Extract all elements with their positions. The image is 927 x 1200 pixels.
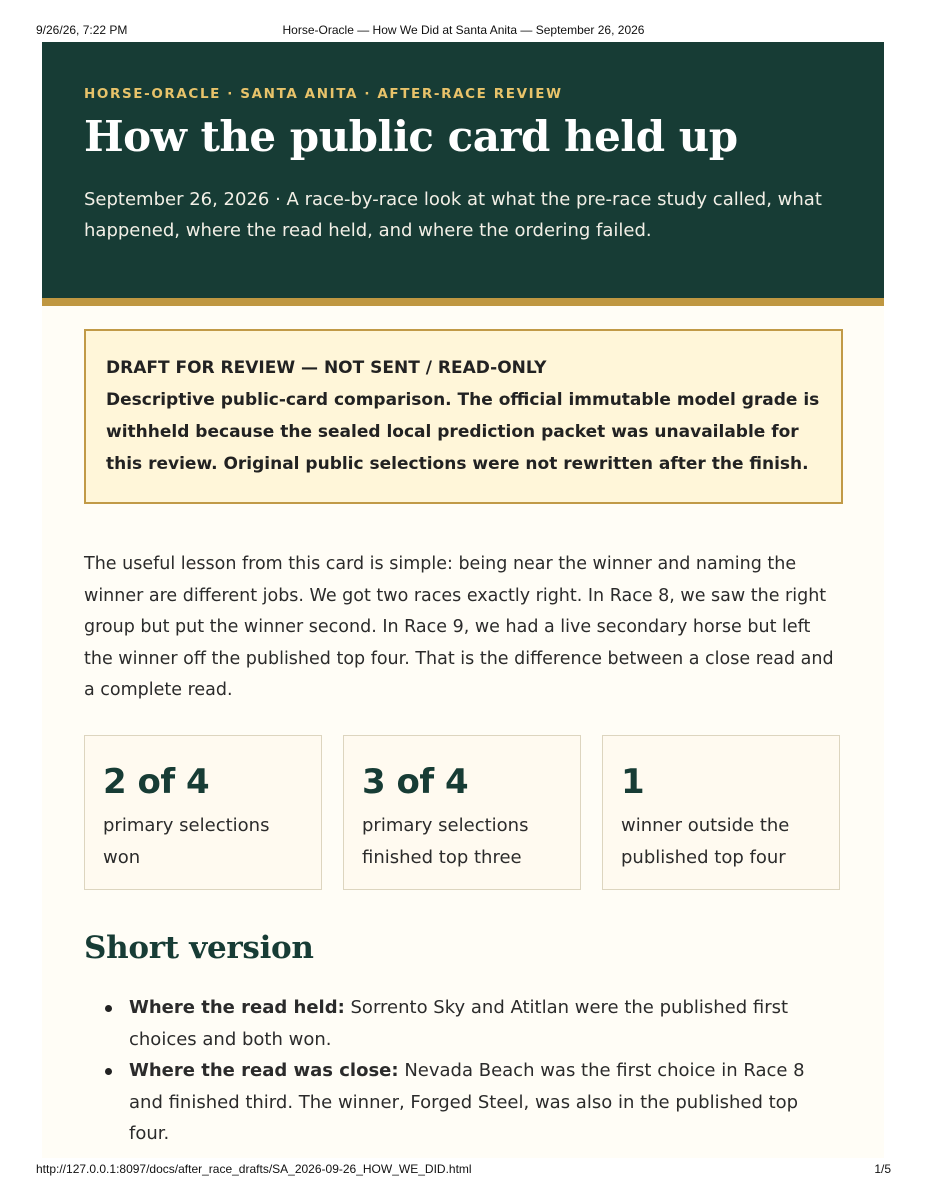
print-url: http://127.0.0.1:8097/docs/after_race_drafts/SA_2026-09-26_HOW_WE_DID.html <box>36 1162 472 1176</box>
list-item-lead: Where the read was close: <box>129 1060 399 1081</box>
stat-card-outside-top-four <box>602 735 840 890</box>
short-version-list <box>84 992 844 1150</box>
draft-notice-body: Descriptive public-card comparison. The official immutable model grade is withheld because the sealed local prediction packet was unavailable for this review. Original public selections were not rewritten after the finish. <box>106 390 820 474</box>
hero-banner <box>42 42 884 306</box>
document-page <box>42 42 884 1158</box>
stat-label: primary selections won <box>103 815 270 868</box>
stats-row <box>84 735 844 893</box>
print-footer <box>0 1160 927 1190</box>
stat-card-wins <box>84 735 322 890</box>
print-header <box>0 0 927 40</box>
stat-value: 3 of 4 <box>362 762 469 802</box>
stat-card-top-three <box>343 735 581 890</box>
stat-value: 1 <box>621 762 645 802</box>
section-title-short-version: Short version <box>84 930 314 966</box>
hero-dek: September 26, 2026 · A race-by-race look at what the pre-race study called, what happened, where the read held, and where the ordering failed. <box>84 189 822 241</box>
stat-value: 2 of 4 <box>103 762 210 802</box>
list-item-text: Nevada Beach was the first choice in Race 8 and finished third. The winner, Forged Steel, was also in the published top four. <box>129 1060 805 1144</box>
print-doc-title: Horse-Oracle — How We Did at Santa Anita — September 26, 2026 <box>282 23 645 37</box>
list-item-text: Sorrento Sky and Atitlan were the published first choices and both won. <box>129 997 789 1050</box>
draft-notice-heading: DRAFT FOR REVIEW — NOT SENT / READ-ONLY <box>106 358 547 378</box>
list-item <box>129 1055 844 1150</box>
list-item-lead: Where the read held: <box>129 997 345 1018</box>
stat-label: winner outside the published top four <box>621 815 790 868</box>
lesson-paragraph: The useful lesson from this card is simple: being near the winner and naming the winner are different jobs. We got two races exactly right. In Race 8, we saw the right group but put the winner second. In Race 9, we had a live secondary horse but left the winner off the published top four. That is the difference between a close read and a complete read. <box>84 554 834 700</box>
print-datetime: 9/26/26, 7:22 PM <box>36 23 128 37</box>
list-item <box>129 992 844 1055</box>
page-title: How the public card held up <box>84 112 738 161</box>
print-page-number: 1/5 <box>874 1162 891 1176</box>
stat-label: primary selections finished top three <box>362 815 529 868</box>
hero-kicker: HORSE-ORACLE · SANTA ANITA · AFTER-RACE REVIEW <box>84 86 563 102</box>
draft-notice <box>84 329 843 504</box>
